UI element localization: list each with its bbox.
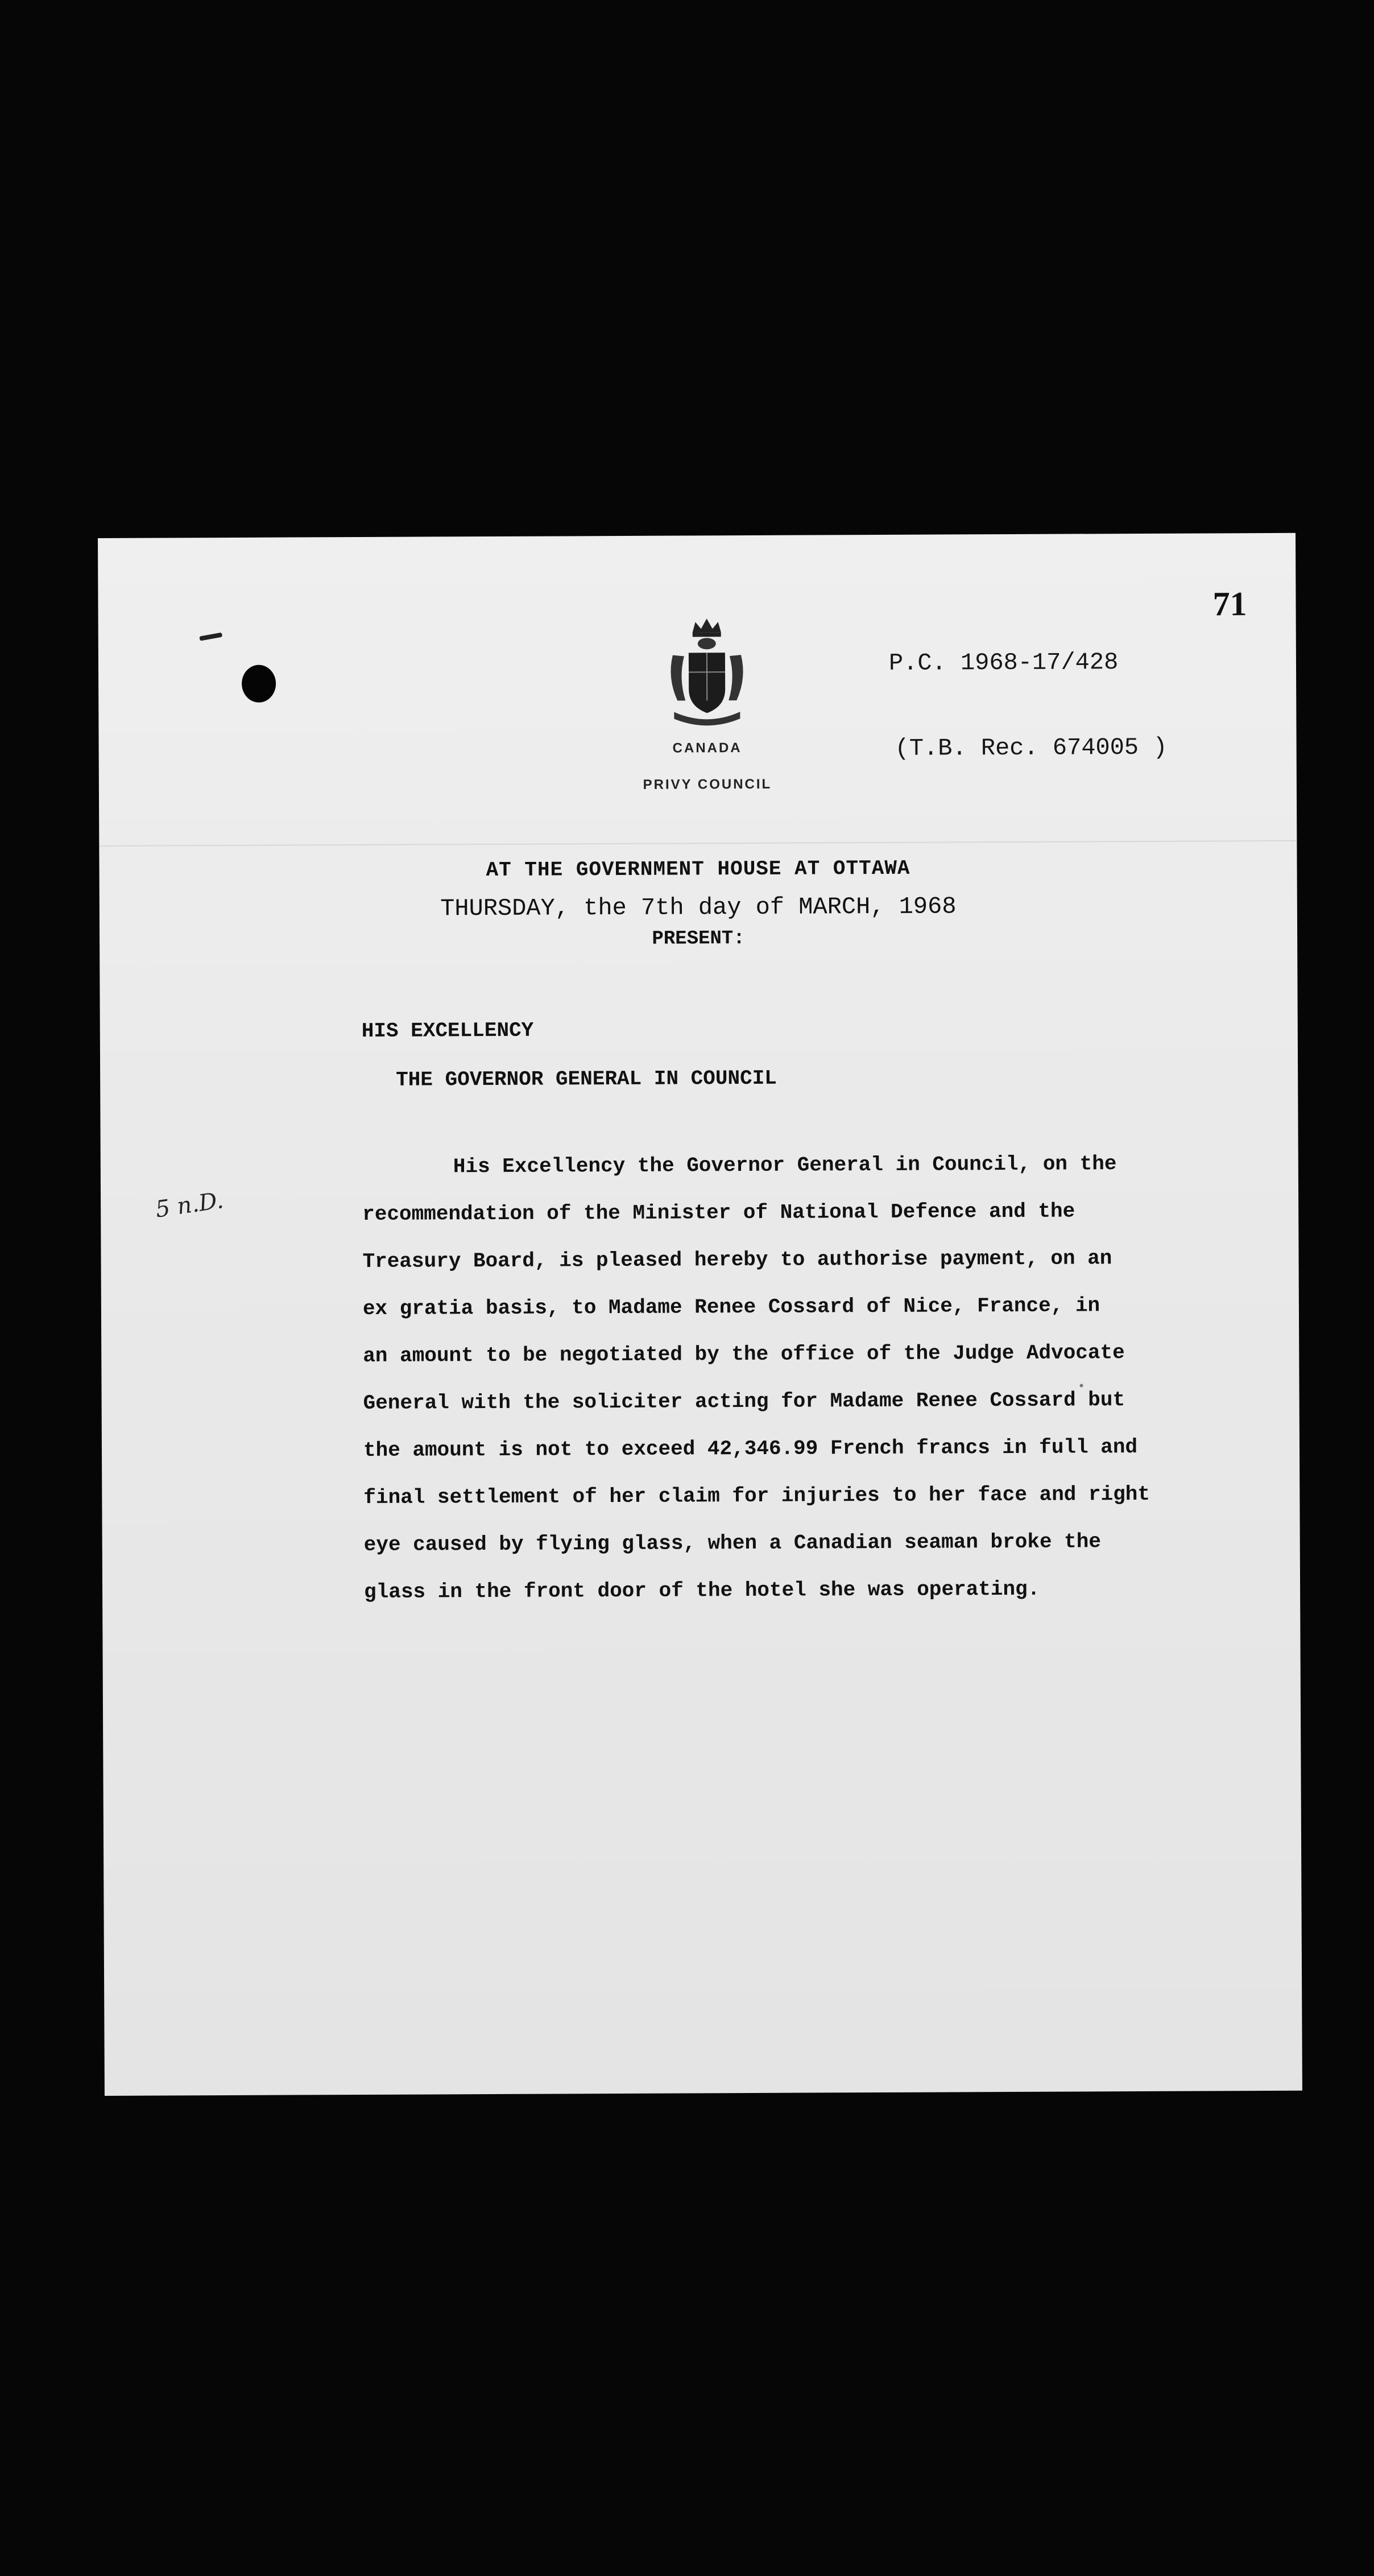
pc-reference-number: P.C. 1968-17/428 [888, 649, 1119, 677]
excellency-heading: HIS EXCELLENCY [361, 1018, 534, 1043]
meeting-date: THURSDAY, the 7th day of MARCH, 1968 [440, 893, 957, 923]
body-line: His Excellency the Governor General in Council, on the [453, 1152, 1117, 1179]
punch-hole [242, 665, 276, 703]
body-line: glass in the front door of the hotel she was operating. [363, 1577, 1040, 1604]
page-number: 71 [1212, 585, 1247, 623]
body-line: final settlement of her claim for injuries to her face and right [363, 1482, 1150, 1509]
present-label: PRESENT: [652, 928, 745, 950]
body-line: recommendation of the Minister of National Defence and the [362, 1199, 1075, 1226]
body-line: eye caused by flying glass, when a Canadian seaman broke the [363, 1530, 1102, 1557]
treasury-board-reference: (T.B. Rec. 674005 ) [895, 733, 1168, 762]
order-body [362, 1140, 1229, 1616]
handwritten-margin-note: 5 n.D. [154, 1187, 225, 1223]
body-line: Treasury Board, is pleased hereby to authorise payment, on an [362, 1246, 1112, 1273]
canada-coat-of-arms-icon [661, 615, 753, 729]
council-label: PRIVY COUNCIL [643, 776, 772, 792]
header-divider [99, 840, 1297, 847]
body-line: an amount to be negotiated by the office of the Judge Advocate [363, 1341, 1125, 1368]
ink-mark [199, 633, 222, 641]
body-line: General with the soliciter acting for Madame Renee Cossard but [363, 1388, 1125, 1415]
body-line: the amount is not to exceed 42,346.99 French francs in full and [363, 1435, 1138, 1462]
country-label: CANADA [672, 740, 742, 756]
body-line: ex gratia basis, to Madame Renee Cossard of Nice, France, in [362, 1294, 1100, 1320]
governor-heading: THE GOVERNOR GENERAL IN COUNCIL [396, 1066, 777, 1092]
document-page [98, 533, 1302, 2096]
meeting-location: AT THE GOVERNMENT HOUSE AT OTTAWA [486, 856, 911, 882]
